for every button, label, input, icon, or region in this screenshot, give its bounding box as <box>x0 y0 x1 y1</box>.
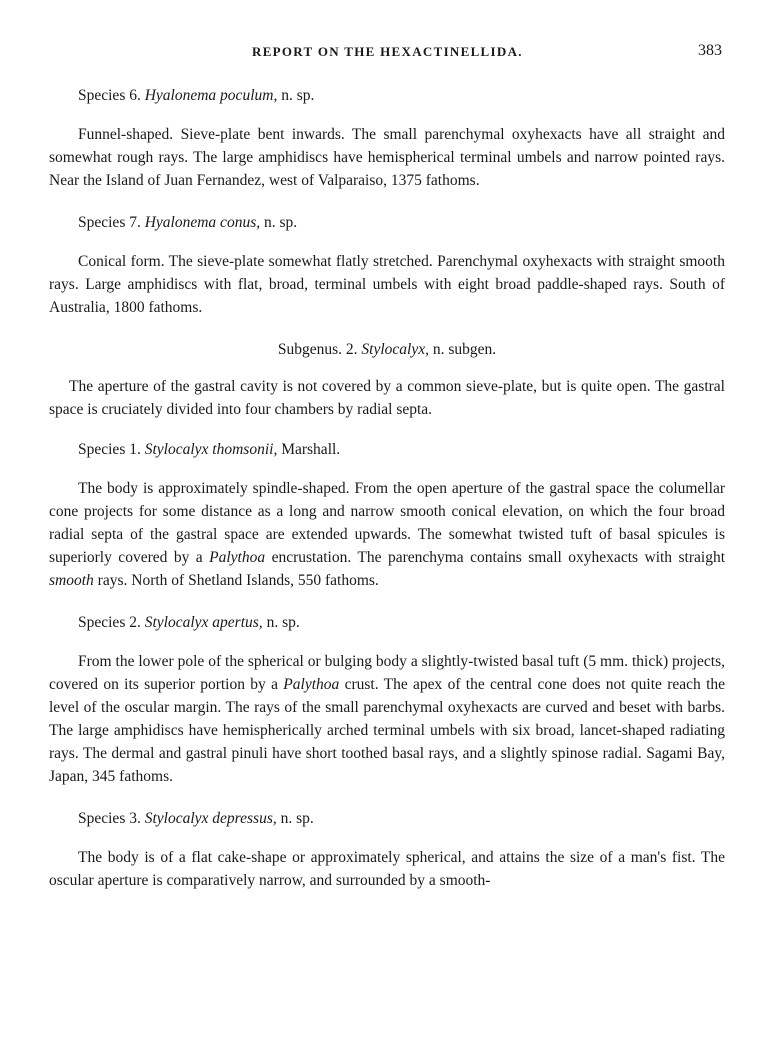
heading-suffix: n. sp. <box>281 87 315 104</box>
taxon-name: Hyalonema conus, <box>144 214 261 231</box>
subgenus-description: The aperture of the gastral cavity is not covered by a common sieve-plate, but is quite open. The gastral space is cruciately divided into four chambers by radial septa. <box>49 378 725 418</box>
subgenus-heading <box>49 338 725 361</box>
description-text: rays. North of Shetland Islands, 550 fathoms. <box>97 572 379 589</box>
word-emphasis: smooth <box>49 572 94 589</box>
species-description: Conical form. The sieve-plate somewhat flatly stretched. Parenchymal oxyhexacts with straight smooth rays. Large amphidiscs with flat, broad, terminal umbels with eight broad paddle-shaped rays. South of Australia, 1800 fathoms. <box>49 253 725 316</box>
species-heading <box>78 438 725 461</box>
heading-suffix: n. sp. <box>263 214 298 231</box>
species-heading <box>78 211 725 234</box>
running-title: REPORT ON THE HEXACTINELLIDA. <box>252 44 523 59</box>
species-description: The body is of a flat cake-shape or approximately spherical, and attains the size of a man's fist. The oscular aperture is comparatively narrow, and surrounded by a smooth- <box>49 849 725 889</box>
species-heading <box>78 807 725 830</box>
heading-prefix: Species 3. <box>78 810 141 827</box>
heading-suffix: n. sp. <box>266 614 300 631</box>
genus-emphasis: Palythoa <box>209 549 266 566</box>
heading-suffix: n. sp. <box>280 810 314 827</box>
page-number: 383 <box>698 42 722 59</box>
species-heading <box>78 84 725 107</box>
heading-prefix: Species 7. <box>78 214 141 231</box>
description-text: From the lower pole of the spherical or bulging body a slightly-twisted basal tuft (5 mm. thick) projects, covered on its superior portion by a <box>49 653 725 693</box>
taxon-name: Stylocalyx thomsonii, <box>144 441 278 458</box>
taxon-name: Stylocalyx, <box>361 341 429 358</box>
species-description <box>49 477 725 592</box>
description-text: encrustation. The parenchyma contains small oxyhexacts with straight <box>271 549 726 566</box>
species-description: Funnel-shaped. Sieve-plate bent inwards. The small parenchymal oxyhexacts have all straight and somewhat rough rays. The large amphidiscs have hemispherical terminal umbels and narrow pointed rays. Near the Island of Juan Fernandez, west of Valparaiso, 1375 fathoms. <box>49 126 725 189</box>
heading-suffix: n. subgen. <box>432 341 497 358</box>
genus-emphasis: Palythoa <box>283 676 340 693</box>
running-header <box>0 44 776 66</box>
description-text: crust. The apex of the central cone does not quite reach the level of the oscular margin. The rays of the small parenchymal oxyhexacts are curved and beset with barbs. The large amphidiscs have hemispherically arched terminal umbels with six broad, lancet-shaped radiating rays. The dermal and gastral pinuli have short toothed basal rays, and a slightly spinose radial. Sagami Bay, Japan, 345 fathoms. <box>49 676 726 785</box>
heading-prefix: Species 1. <box>78 441 141 458</box>
heading-suffix: Marshall. <box>281 441 341 458</box>
taxon-name: Stylocalyx depressus, <box>144 810 277 827</box>
heading-prefix: Species 6. <box>78 87 141 104</box>
taxon-name: Stylocalyx apertus, <box>144 614 263 631</box>
description-text: The body is approximately spindle-shaped. From the open aperture of the gastral space the columellar cone projects for some distance as a long and narrow smooth conical elevation, on which the four broad radial septa of the gastral space are extended upwards. The somewhat twisted tuft of basal spicules is superiorly covered by a <box>49 480 725 566</box>
species-heading <box>78 611 725 634</box>
taxon-name: Hyalonema poculum, <box>144 87 278 104</box>
body-text <box>49 84 725 911</box>
heading-prefix: Subgenus. 2. <box>277 341 358 358</box>
heading-prefix: Species 2. <box>78 614 141 631</box>
species-description <box>49 650 725 788</box>
